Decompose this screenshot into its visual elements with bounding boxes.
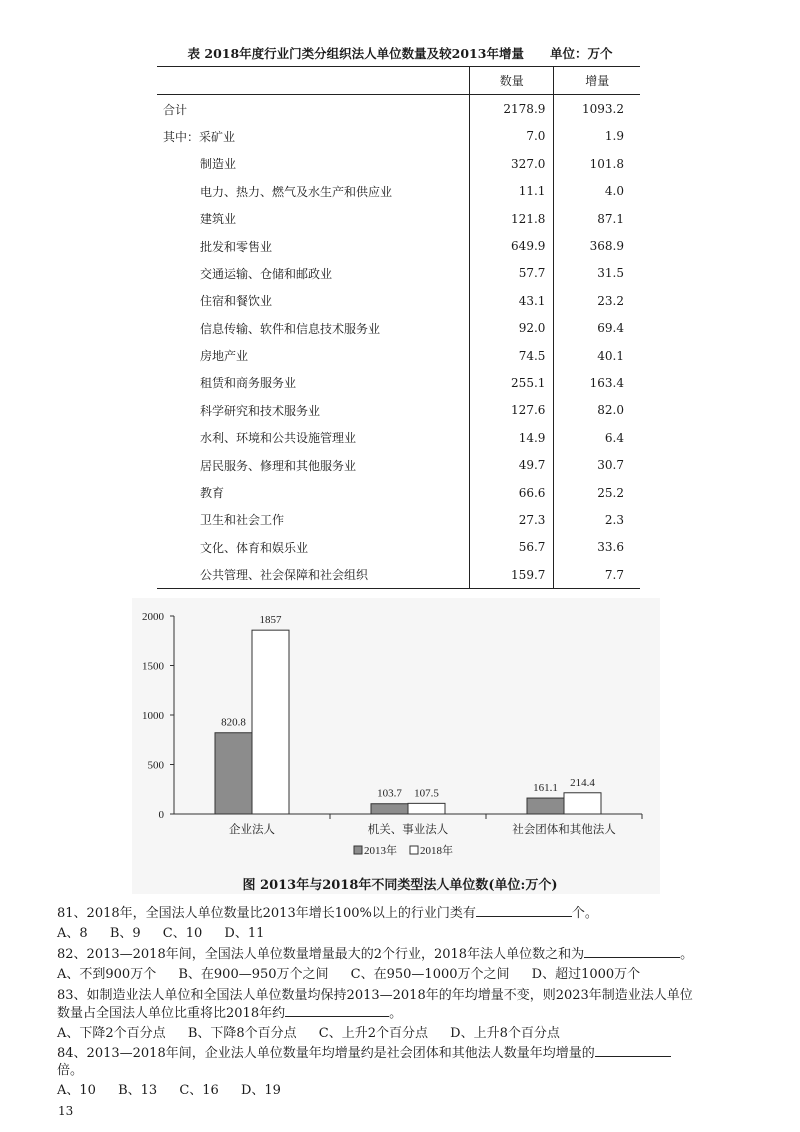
table-row [157, 369, 640, 396]
increase-cell: 31.5 [554, 260, 640, 287]
data-label: 820.8 [221, 716, 246, 729]
table-row [157, 178, 640, 205]
table-row [157, 479, 640, 506]
answer-blank-82[interactable] [584, 944, 680, 958]
chart-caption: 图 2013年与2018年不同类型法人单位数(单位:万个) [242, 878, 558, 893]
option-83-b: B、下降8个百分点 [187, 1026, 297, 1041]
quantity-cell: 11.1 [470, 178, 554, 205]
quantity-cell: 255.1 [470, 369, 554, 396]
data-label: 1857 [259, 614, 282, 627]
increase-cell: 87.1 [554, 205, 640, 232]
table-header-row [157, 67, 640, 95]
page-number: 13 [58, 1104, 74, 1118]
increase-cell: 6.4 [554, 424, 640, 451]
question-83-line2 [57, 1002, 402, 1021]
question-82-suffix: 。 [680, 947, 694, 962]
question-81 [57, 902, 598, 921]
question-84-line2 [57, 1059, 83, 1078]
bar-2018 [564, 793, 601, 814]
increase-cell: 23.2 [554, 287, 640, 314]
table-row [157, 205, 640, 232]
data-label: 214.4 [570, 776, 595, 789]
options-82 [57, 963, 658, 982]
header-quantity: 数量 [470, 67, 554, 95]
y-tick-label: 0 [158, 809, 164, 821]
option-83-d: D、上升8个百分点 [450, 1026, 560, 1041]
industry-name [157, 260, 470, 287]
option-84-b: B、13 [118, 1083, 158, 1098]
question-81-suffix: 个。 [571, 906, 598, 921]
bar-2013 [371, 804, 408, 814]
data-label: 161.1 [533, 782, 558, 795]
industry-label: 公共管理、社会保障和社会组织 [200, 568, 369, 583]
option-84-c: C、16 [179, 1083, 219, 1098]
industry-name [157, 178, 470, 205]
question-83-text2: 数量占全国法人单位比重将比2018年约 [57, 1006, 286, 1021]
header-increase: 增量 [554, 67, 640, 95]
table-row [157, 397, 640, 424]
y-tick-label: 1500 [142, 660, 164, 673]
question-84-text: 84、2013—2018年间，企业法人单位数量年均增量约是社会团体和其他法人数量年均增量的 [57, 1046, 595, 1061]
table-row [157, 95, 640, 123]
option-83-a: A、下降2个百分点 [57, 1026, 166, 1041]
options-84 [57, 1079, 299, 1098]
option-81-d: D、11 [224, 926, 265, 941]
table-row [157, 232, 640, 259]
industry-name [157, 451, 470, 478]
industry-name [157, 369, 470, 396]
increase-cell: 69.4 [554, 315, 640, 342]
industry-label: 房地产业 [200, 349, 249, 364]
quantity-cell: 92.0 [470, 315, 554, 342]
quantity-cell: 27.3 [470, 506, 554, 533]
options-81 [57, 922, 282, 941]
increase-cell: 30.7 [554, 451, 640, 478]
table-row [157, 315, 640, 342]
table-row [157, 424, 640, 451]
increase-cell: 40.1 [554, 342, 640, 369]
category-label: 社会团体和其他法人 [512, 824, 616, 836]
bar-chart [132, 598, 660, 894]
option-82-a: A、不到900万个 [57, 967, 157, 982]
quantity-cell: 43.1 [470, 287, 554, 314]
quantity-cell: 327.0 [470, 150, 554, 177]
increase-cell: 2.3 [554, 506, 640, 533]
option-81-c: C、10 [162, 926, 203, 941]
table-title [0, 44, 800, 62]
industry-label: 水利、环境和公共设施管理业 [200, 431, 357, 446]
industry-label: 信息传输、软件和信息技术服务业 [200, 321, 381, 336]
row-prefix: 其中： [163, 129, 200, 144]
table-body [157, 95, 640, 589]
industry-label: 教育 [200, 486, 225, 501]
table-row [157, 287, 640, 314]
increase-cell: 1093.2 [554, 95, 640, 123]
option-84-d: D、19 [240, 1083, 281, 1098]
y-tick-label: 500 [147, 759, 164, 772]
data-label: 107.5 [414, 787, 439, 800]
industry-name [157, 287, 470, 314]
question-81-text: 81、2018年，全国法人单位数量比2013年增长100%以上的行业门类有 [57, 906, 476, 921]
increase-cell: 101.8 [554, 150, 640, 177]
industry-name [157, 232, 470, 259]
table-row [157, 150, 640, 177]
industry-label: 租赁和商务服务业 [200, 376, 297, 391]
industry-label: 科学研究和技术服务业 [200, 403, 321, 418]
options-83 [57, 1022, 578, 1041]
quantity-cell: 7.0 [470, 123, 554, 150]
industry-label: 制造业 [200, 157, 237, 172]
option-81-a: A、8 [57, 926, 88, 941]
quantity-cell: 66.6 [470, 479, 554, 506]
industry-label: 批发和零售业 [200, 239, 273, 254]
table-title-text: 表 2018年度行业门类分组织法人单位数量及较2013年增量 [187, 46, 524, 61]
table-row [157, 534, 640, 561]
industry-table [157, 66, 640, 589]
y-tick-label: 1000 [142, 710, 164, 722]
industry-name [157, 534, 470, 561]
table-row [157, 342, 640, 369]
industry-name [157, 424, 470, 451]
industry-label: 采矿业 [199, 129, 236, 144]
increase-cell: 163.4 [554, 369, 640, 396]
industry-name [157, 123, 470, 150]
header-name [157, 67, 470, 95]
option-81-b: B、9 [109, 926, 141, 941]
industry-name [157, 397, 470, 424]
answer-blank-84[interactable] [595, 1043, 671, 1057]
quantity-cell: 2178.9 [470, 95, 554, 123]
table-row [157, 260, 640, 287]
bar-2018 [408, 803, 445, 814]
quantity-cell: 74.5 [470, 342, 554, 369]
increase-cell: 4.0 [554, 178, 640, 205]
increase-cell: 82.0 [554, 397, 640, 424]
industry-name [157, 95, 470, 123]
industry-label: 居民服务、修理和其他服务业 [200, 458, 357, 473]
option-84-a: A、10 [57, 1083, 96, 1098]
quantity-cell: 57.7 [470, 260, 554, 287]
answer-blank-83[interactable] [285, 1003, 389, 1017]
table-row [157, 451, 640, 478]
answer-blank-81[interactable] [476, 903, 572, 917]
bar-2013 [215, 733, 252, 814]
question-83 [57, 984, 693, 1003]
industry-name [157, 342, 470, 369]
quantity-cell: 127.6 [470, 397, 554, 424]
quantity-cell: 56.7 [470, 534, 554, 561]
industry-name [157, 205, 470, 232]
increase-cell: 368.9 [554, 232, 640, 259]
quantity-cell: 121.8 [470, 205, 554, 232]
increase-cell: 33.6 [554, 534, 640, 561]
industry-label: 文化、体育和娱乐业 [200, 540, 309, 555]
quantity-cell: 649.9 [470, 232, 554, 259]
industry-name [157, 150, 470, 177]
industry-label: 合计 [163, 102, 188, 117]
question-82-text: 82、2013—2018年间，全国法人单位数量增量最大的2个行业，2018年法人单位数之和为 [57, 947, 585, 962]
question-84 [57, 1042, 671, 1061]
category-label: 企业法人 [229, 824, 275, 836]
option-83-c: C、上升2个百分点 [318, 1026, 428, 1041]
data-label: 103.7 [377, 787, 402, 800]
bar-2018 [252, 630, 289, 814]
legend-swatch-2013 [354, 846, 362, 854]
legend-label: 2018年 [420, 845, 453, 857]
y-tick-label: 2000 [142, 611, 164, 623]
increase-cell: 1.9 [554, 123, 640, 150]
quantity-cell: 49.7 [470, 451, 554, 478]
table-row [157, 506, 640, 533]
increase-cell: 25.2 [554, 479, 640, 506]
increase-cell: 7.7 [554, 561, 640, 589]
quantity-cell: 14.9 [470, 424, 554, 451]
legend-swatch-2018 [410, 846, 418, 854]
question-82 [57, 943, 693, 962]
bar-2013 [527, 798, 564, 814]
option-82-d: D、超过1000万个 [531, 967, 641, 982]
industry-label: 住宿和餐饮业 [200, 294, 273, 309]
industry-name [157, 561, 470, 589]
question-83-suffix: 。 [389, 1006, 403, 1021]
industry-label: 电力、热力、燃气及水生产和供应业 [200, 184, 393, 199]
industry-name [157, 315, 470, 342]
industry-name [157, 506, 470, 533]
question-84-text2: 倍。 [57, 1063, 84, 1078]
quantity-cell: 159.7 [470, 561, 554, 589]
table-row [157, 561, 640, 589]
industry-label: 交通运输、仓储和邮政业 [200, 266, 333, 281]
table-row [157, 123, 640, 150]
industry-name [157, 479, 470, 506]
table-unit: 单位：万个 [549, 46, 613, 61]
chart-panel [132, 598, 660, 894]
industry-label: 卫生和社会工作 [200, 513, 285, 528]
question-83-text: 83、如制造业法人单位和全国法人单位数量均保持2013—2018年的年均增量不变，则2023年制造业法人单位 [57, 988, 693, 1003]
option-82-c: C、在950—1000万个之间 [350, 967, 510, 982]
legend-label: 2013年 [364, 845, 397, 857]
industry-label: 建筑业 [200, 212, 237, 227]
category-label: 机关、事业法人 [367, 824, 449, 836]
option-82-b: B、在900—950万个之间 [178, 967, 329, 982]
